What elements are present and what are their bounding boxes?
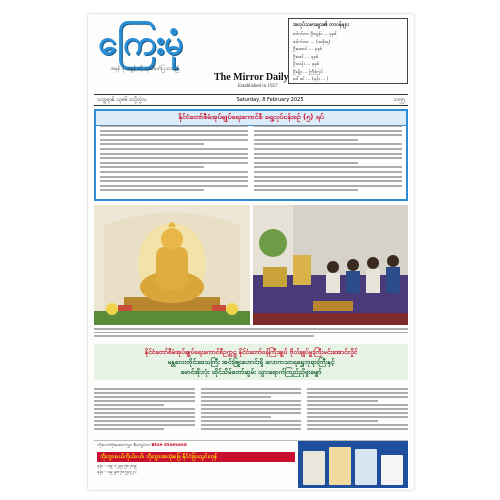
ad-phone-1: ဖုန်း - ၀၉ ၁၂၃၄၅၆၇၈၉ xyxy=(97,463,137,469)
secondary-article-columns xyxy=(94,388,408,438)
staff-list-line: ဦးဇော် ... ခုနစ် xyxy=(293,54,319,60)
ad-banner: ဘိုးဘွားဝယ်ကိုယ်ဝယ်၊ ဘိုးဘွားအသုံးဖြေ နိုင်ငံခြားသွင်းကုန် xyxy=(97,452,295,462)
issue-number: ၁၁၅၅ xyxy=(393,96,405,103)
product-bag-image xyxy=(381,455,403,485)
brand-english-name: The Mirror Daily xyxy=(214,72,289,83)
product-bag-image xyxy=(355,449,377,485)
ad-text-area xyxy=(94,441,298,488)
ceremony-illustration xyxy=(253,205,408,325)
product-bag-image xyxy=(303,451,325,485)
secondary-column-1 xyxy=(94,388,195,438)
headline-box xyxy=(94,109,408,201)
ceremony-photo xyxy=(253,205,408,325)
secondary-headline-line-2: မန္တလေးတိုင်းဒေသကြီး အင်းဖြူးဟောင်းရှိ လောကသာရရွှေဘုရားကြီးနှင့် xyxy=(167,358,335,366)
newspaper-front-page xyxy=(88,14,414,490)
secondary-column-2 xyxy=(201,388,302,438)
date-english: Saturday, 8 February 2025 xyxy=(236,97,304,103)
article-column-right xyxy=(254,125,402,195)
headline-title: နိုင်ငံတော်စီမံအုပ်ချုပ်ရေးကောင်စီ ရှေ့လုပ်ငန်းစဉ် (၅) ရပ် xyxy=(96,111,406,126)
photo-caption xyxy=(94,328,408,339)
article-columns xyxy=(100,125,402,195)
date-myanmar: သက္ကရာဇ် ၁၃၈၆ တပို့တွဲလ xyxy=(97,96,147,103)
masthead xyxy=(88,14,414,90)
date-bar xyxy=(94,94,408,106)
staff-list-line: ဦးအောင် ... ခုနစ် xyxy=(293,47,322,52)
staff-list-line: ဒေါ်ခင် ... (ဖုန်း ... ) xyxy=(293,77,329,82)
established-year: Established in 1957 xyxy=(238,84,278,89)
secondary-headline xyxy=(94,344,408,380)
buddha-statue-photo xyxy=(94,205,250,325)
secondary-headline-line-1: နိုင်ငံတော်စီမံအုပ်ချုပ်ရေးကောင်စီဥက္ကဋ္ဌ နိုင်ငံတော်ဝန်ကြီးချုပ် ဗိုလ်ချုပ်မှူးကြီးမင်းအောင်လှိုင် xyxy=(144,348,358,356)
product-bag-image xyxy=(329,447,351,485)
staff-list-line: ဒေါက်တာ ဦးထွန်း ... ခုနစ် xyxy=(293,32,337,37)
staff-list-line: ဦးသန်း ... ခုနစ် xyxy=(293,62,320,67)
ad-phone-2: ဖုန်း - ၀၉ ၉၈၇၆၅၄၃၂၁ xyxy=(97,470,137,475)
staff-list-title: အလုပ်သမားများ၏ တာဝန်များ xyxy=(293,22,349,28)
ad-brand: Blue Diamond xyxy=(151,443,187,448)
article-column-left xyxy=(100,125,248,195)
photo-row xyxy=(94,205,408,325)
staff-list-line: ဒေါက်တာ ... (အစိုးရ) xyxy=(293,39,331,45)
staff-list-line: ဦးမျိုး ... ကြီးကြပ် xyxy=(293,69,323,75)
advertisement xyxy=(94,440,408,488)
secondary-column-3 xyxy=(307,388,408,438)
ad-line-1 xyxy=(97,443,295,450)
logo-tagline: အမှန် ဖို အမှုန် ကို ထုတ်ဖော်ပြသသည် xyxy=(110,66,180,72)
ad-intro: ကိုးလက်ဝိုးထောင်လွှာ စီမံကွပ်ကဲ xyxy=(97,443,150,448)
newspaper-logo: ကြေးမုံ xyxy=(98,23,183,63)
buddha-statue-illustration xyxy=(94,205,250,325)
secondary-headline-line-3: မောင်အိုးလုံး ထိုင်သိမ်တော်ဆွမ်း သွားရောက်ကြည်ညိုဖူးမျှော် xyxy=(180,368,322,376)
staff-list-box xyxy=(288,18,408,84)
ad-product-images xyxy=(298,441,408,488)
